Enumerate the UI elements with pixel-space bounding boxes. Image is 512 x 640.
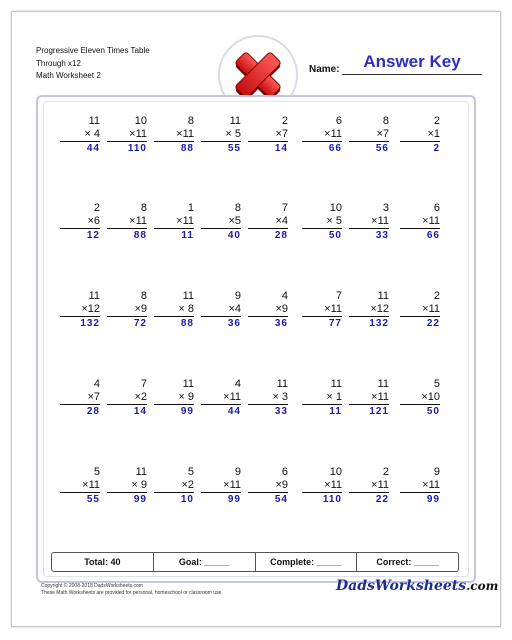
answer[interactable]: 88: [180, 143, 194, 154]
multiplier: ×9: [248, 479, 288, 493]
answer[interactable]: 22: [375, 494, 389, 505]
multiplier: ×9: [248, 303, 288, 317]
answer[interactable]: 28: [274, 230, 288, 241]
multiplicand: 7: [281, 202, 288, 214]
answer-key-text: Answer Key: [363, 52, 461, 71]
multiplier: ×12: [60, 303, 100, 317]
problem-38: [302, 466, 342, 507]
multiplicand: 4: [281, 290, 288, 302]
multiplier: ×11: [107, 128, 147, 142]
problem-23: [349, 290, 389, 331]
problem-19: [154, 290, 194, 331]
answer[interactable]: 121: [369, 406, 389, 417]
answer[interactable]: 14: [274, 143, 288, 154]
multiplier: ×7: [60, 391, 100, 405]
problem-13: [248, 202, 288, 243]
multiplicand: 11: [276, 378, 288, 390]
logo-rest: Worksheets: [374, 578, 467, 594]
problem-6: [302, 115, 342, 156]
multiplicand: 6: [281, 466, 288, 478]
answer[interactable]: 55: [86, 494, 100, 505]
multiplicand: 5: [433, 378, 440, 390]
problem-33: [60, 466, 100, 507]
copyright-line-2: These Math Worksheets are provided for personal, homeschool or classroom use.: [41, 590, 223, 596]
name-field[interactable]: [342, 74, 482, 75]
multiplicand: 10: [134, 115, 147, 127]
multiplier: × 4: [60, 128, 100, 142]
multiplier: × 5: [201, 128, 241, 142]
problem-5: [248, 115, 288, 156]
problem-1: [60, 115, 100, 156]
answer[interactable]: 132: [80, 318, 100, 329]
problem-28: [201, 378, 241, 419]
multiplicand: 6: [335, 115, 342, 127]
multiplicand: 7: [335, 290, 342, 302]
answer[interactable]: 10: [180, 494, 194, 505]
answer[interactable]: 50: [426, 406, 440, 417]
problem-3: [154, 115, 194, 156]
multiplicand: 10: [329, 466, 342, 478]
multiplicand: 8: [187, 115, 194, 127]
multiplier: ×4: [201, 303, 241, 317]
multiplier: ×11: [60, 479, 100, 493]
answer[interactable]: 88: [180, 318, 194, 329]
complete-cell[interactable]: Complete: _____: [256, 553, 358, 571]
name-label: Name:: [309, 64, 340, 75]
multiplier: ×11: [349, 391, 389, 405]
problem-10: [107, 202, 147, 243]
problem-9: [60, 202, 100, 243]
problem-22: [302, 290, 342, 331]
multiplicand: 8: [234, 202, 241, 214]
answer[interactable]: 36: [227, 318, 241, 329]
answer[interactable]: 88: [133, 230, 147, 241]
multiplier: ×1: [400, 128, 440, 142]
answer[interactable]: 132: [369, 318, 389, 329]
multiplicand: 4: [93, 378, 100, 390]
multiplicand: 4: [234, 378, 241, 390]
multiplicand: 8: [382, 115, 389, 127]
problem-2: [107, 115, 147, 156]
answer[interactable]: 40: [227, 230, 241, 241]
multiplicand: 8: [140, 202, 147, 214]
copyright-notice: [41, 583, 223, 597]
answer[interactable]: 54: [274, 494, 288, 505]
multiplier: ×11: [201, 479, 241, 493]
problem-20: [201, 290, 241, 331]
problem-18: [107, 290, 147, 331]
multiplier: ×6: [60, 215, 100, 229]
multiplicand: 5: [187, 466, 194, 478]
answer[interactable]: 12: [86, 230, 100, 241]
problem-21: [248, 290, 288, 331]
multiplier: ×11: [302, 479, 342, 493]
answer[interactable]: 110: [127, 143, 147, 154]
problems-panel: [36, 95, 476, 583]
problem-31: [349, 378, 389, 419]
multiplicand: 2: [93, 202, 100, 214]
problem-12: [201, 202, 241, 243]
answer[interactable]: 77: [328, 318, 342, 329]
goal-cell[interactable]: Goal: _____: [154, 553, 256, 571]
multiplicand: 11: [88, 290, 100, 302]
multiplier: ×11: [400, 215, 440, 229]
problem-11: [154, 202, 194, 243]
multiplier: ×11: [154, 128, 194, 142]
multiplier: × 9: [154, 391, 194, 405]
answer[interactable]: 11: [181, 230, 194, 241]
problem-15: [349, 202, 389, 243]
multiplier: ×7: [349, 128, 389, 142]
problem-32: [400, 378, 440, 419]
multiplier: ×4: [248, 215, 288, 229]
problem-37: [248, 466, 288, 507]
problem-4: [201, 115, 241, 156]
answer[interactable]: 56: [375, 143, 389, 154]
multiplier: ×11: [201, 391, 241, 405]
multiplicand: 9: [234, 290, 241, 302]
total-cell: Total: 40: [52, 553, 154, 571]
problem-27: [154, 378, 194, 419]
worksheet-title: [36, 45, 150, 83]
title-line-1: Progressive Eleven Times Table: [36, 46, 150, 55]
multiplier: × 9: [107, 479, 147, 493]
title-line-2: Through x12: [36, 58, 81, 68]
multiplicand: 7: [140, 378, 147, 390]
multiplier: ×5: [201, 215, 241, 229]
multiplier: × 5: [302, 215, 342, 229]
copyright-line-1: Copyright © 2008-2018 DadsWorksheets.com: [41, 583, 143, 589]
multiplier: ×12: [349, 303, 389, 317]
answer[interactable]: 99: [426, 494, 440, 505]
answer[interactable]: 99: [133, 494, 147, 505]
problem-36: [201, 466, 241, 507]
answer[interactable]: 66: [328, 143, 342, 154]
multiplicand: 11: [330, 378, 342, 390]
multiplicand: 1: [187, 202, 194, 214]
answer[interactable]: 50: [328, 230, 342, 241]
answer[interactable]: 36: [274, 318, 288, 329]
multiplicand: 11: [229, 115, 241, 127]
multiplicand: 2: [433, 115, 440, 127]
multiplier: ×11: [107, 215, 147, 229]
correct-cell[interactable]: Correct: _____: [376, 557, 439, 567]
multiplier: × 3: [248, 391, 288, 405]
multiplier: × 1: [302, 391, 342, 405]
answer[interactable]: 110: [322, 494, 342, 505]
problem-34: [107, 466, 147, 507]
answer[interactable]: 33: [274, 406, 288, 417]
multiplicand: 11: [88, 115, 100, 127]
problem-40: [400, 466, 440, 507]
problem-24: [400, 290, 440, 331]
problem-39: [349, 466, 389, 507]
multiplier: ×9: [107, 303, 147, 317]
multiplicand: 3: [382, 202, 389, 214]
multiplicand: 11: [182, 290, 194, 302]
multiplicand: 5: [93, 466, 100, 478]
score-bar: [51, 552, 459, 572]
title-line-3: Math Worksheet 2: [36, 71, 101, 80]
multiplier: ×11: [349, 215, 389, 229]
multiplicand: 11: [377, 290, 389, 302]
multiplier: × 8: [154, 303, 194, 317]
multiplicand: 2: [382, 466, 389, 478]
problem-17: [60, 290, 100, 331]
multiplier: ×11: [349, 479, 389, 493]
answer[interactable]: 2: [433, 143, 440, 154]
multiplier: ×11: [400, 303, 440, 317]
problem-29: [248, 378, 288, 419]
multiplier: ×2: [154, 479, 194, 493]
multiplicand: 9: [234, 466, 241, 478]
dadsworksheets-logo[interactable]: [336, 578, 498, 594]
multiplicand: 11: [377, 378, 389, 390]
answer[interactable]: 44: [227, 406, 241, 417]
logo-main: Dads: [336, 578, 375, 594]
problem-14: [302, 202, 342, 243]
answer[interactable]: 55: [227, 143, 241, 154]
multiplier: ×7: [248, 128, 288, 142]
problem-35: [154, 466, 194, 507]
problem-30: [302, 378, 342, 419]
answer[interactable]: 99: [180, 406, 194, 417]
problem-16: [400, 202, 440, 243]
multiplicand: 2: [281, 115, 288, 127]
answer[interactable]: 44: [86, 143, 100, 154]
answer[interactable]: 33: [375, 230, 389, 241]
answer[interactable]: 72: [133, 318, 147, 329]
answer[interactable]: 66: [426, 230, 440, 241]
multiplicand: 9: [433, 466, 440, 478]
multiplier: ×11: [154, 215, 194, 229]
multiplicand: 10: [329, 202, 342, 214]
multiplier: ×11: [302, 128, 342, 142]
problem-7: [349, 115, 389, 156]
problem-8: [400, 115, 440, 156]
multiplicand: 2: [433, 290, 440, 302]
multiplier: ×10: [400, 391, 440, 405]
problem-26: [107, 378, 147, 419]
logo-suffix: .com: [466, 579, 499, 593]
multiplier: ×11: [400, 479, 440, 493]
multiplicand: 11: [182, 378, 194, 390]
answer[interactable]: 99: [227, 494, 241, 505]
multiplicand: 6: [433, 202, 440, 214]
multiplier: ×11: [302, 303, 342, 317]
answer[interactable]: 28: [86, 406, 100, 417]
problem-25: [60, 378, 100, 419]
answer[interactable]: 22: [426, 318, 440, 329]
answer[interactable]: 14: [133, 406, 147, 417]
answer[interactable]: 11: [329, 406, 342, 417]
multiplier: ×2: [107, 391, 147, 405]
multiplicand: 11: [135, 466, 147, 478]
multiplicand: 8: [140, 290, 147, 302]
